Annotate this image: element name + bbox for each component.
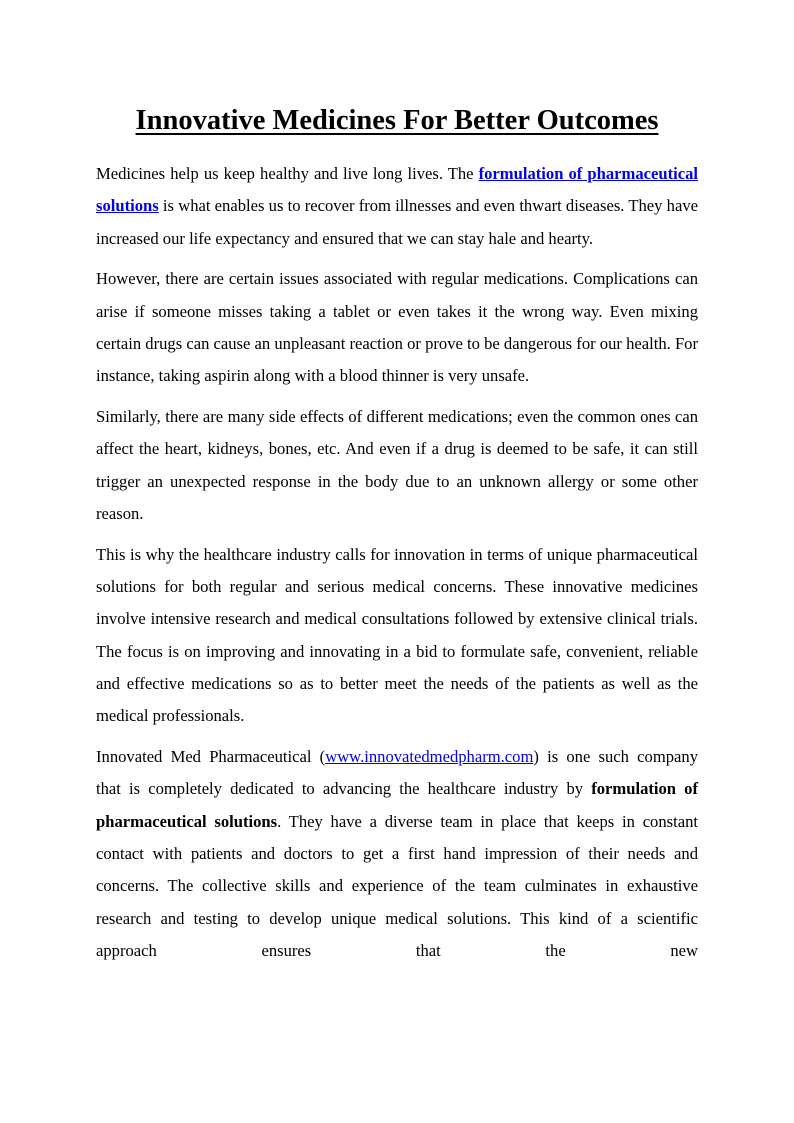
paragraph-4: This is why the healthcare industry calls for innovation in terms of unique pharmaceutical solutions for both regular and serious medical concerns. These innovative medicines involve intensive research and medical consultations followed by extensive clinical trials. The focus is on improving and innovating in a bid to formulate safe, convenient, reliable and effective medications so as to better meet the needs of the patients as well as the medical professionals. xyxy=(96,544,698,726)
paragraph-1 xyxy=(96,158,698,255)
page-title: Innovative Medicines For Better Outcomes xyxy=(135,105,659,136)
text: . They have a diverse team in place that keeps in constant contact with patients and doctors to get a first hand impression of their needs and concerns. The collective skills and experience of the team culminates in exhaustive research and testing to develop unique medical solutions. This kind of a scientific approach ensures that the new xyxy=(96,811,698,960)
text: Medicines help us keep healthy and live long lives. The xyxy=(96,164,479,183)
text: is what enables us to recover from illnesses and even thwart diseases. They have increased our life expectancy and ensured that we can stay hale and hearty. xyxy=(96,196,698,248)
website-link[interactable]: www.innovatedmedpharm.com xyxy=(325,747,534,767)
paragraph-5 xyxy=(96,741,698,967)
text: Innovated Med Pharmaceutical ( xyxy=(96,747,326,767)
text: ) is one such company that is completely dedicated to advancing the healthcare industry by xyxy=(96,747,699,799)
document-body xyxy=(96,158,698,976)
paragraph-2: However, there are certain issues associated with regular medications. Complications can arise if someone misses taking a tablet or even takes it the wrong way. Even mixing certain drugs can cause an unpleasant reaction or prove to be dangerous for our health. For instance, taking aspirin along with a blood thinner is very unsafe. xyxy=(96,269,698,386)
paragraph-3: Similarly, there are many side effects of different medications; even the common ones can affect the heart, kidneys, bones, etc. And even if a drug is deemed to be safe, it can still trigger an unexpected response in the body due to an unknown allergy or some other reason. xyxy=(96,407,698,523)
formulation-link[interactable]: formulation of pharmaceutical solutions xyxy=(96,164,698,216)
bold-phrase: formulation of pharmaceutical solutions xyxy=(96,779,698,831)
